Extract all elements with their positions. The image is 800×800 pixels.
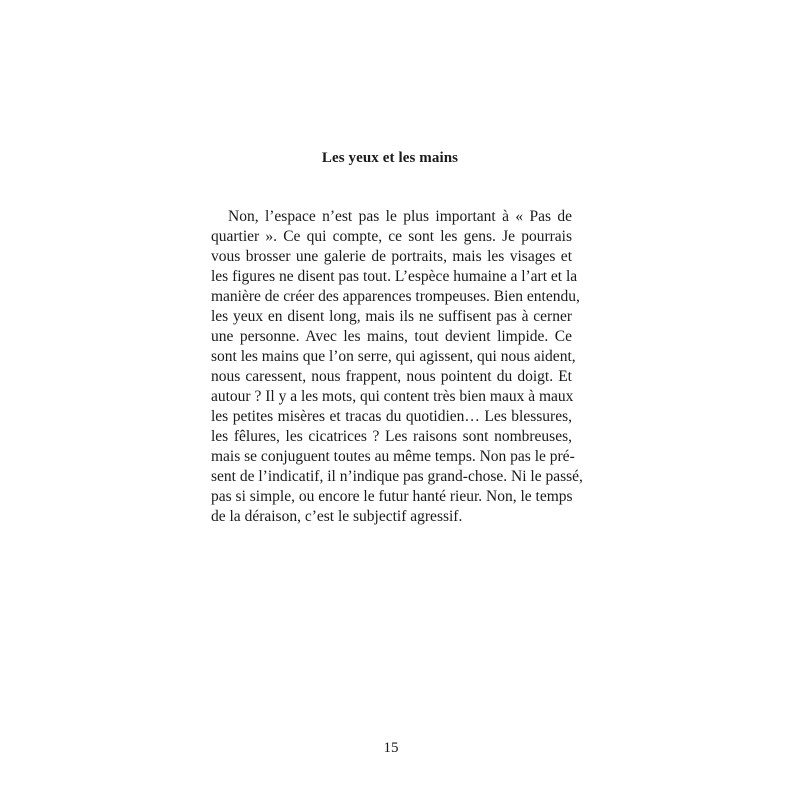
text-line: une personne. Avec les mains, tout devient limpide. Ce <box>211 328 572 345</box>
body-paragraph <box>211 207 583 527</box>
text-line: vous brosser une galerie de portraits, mais les visages et <box>211 248 572 265</box>
chapter-title: Les yeux et les mains <box>321 150 459 166</box>
text-line: pas si simple, ou encore le futur hanté rieur. Non, le temps <box>211 488 573 505</box>
text-line: quartier ». Ce qui compte, ce sont les gens. Je pourrais <box>211 228 572 245</box>
text-line: sont les mains que l’on serre, qui agissent, qui nous aident, <box>211 348 576 365</box>
text-line: mais se conjuguent toutes au même temps. Non pas le pré- <box>211 448 575 465</box>
text-line: de la déraison, c’est le subjectif agressif. <box>211 508 463 525</box>
text-line: manière de créer des apparences trompeuses. Bien entendu, <box>211 288 580 305</box>
text-line: autour ? Il y a les mots, qui content très bien maux à maux <box>211 388 574 405</box>
text-line: les petites misères et tracas du quotidien… Les blessures, <box>211 408 572 425</box>
text-line: les fêlures, les cicatrices ? Les raisons sont nombreuses, <box>211 428 572 445</box>
page-number: 15 <box>383 740 399 756</box>
text-line: nous caressent, nous frappent, nous pointent du doigt. Et <box>211 368 572 385</box>
text-line: Non, l’espace n’est pas le plus important à « Pas de <box>228 208 572 225</box>
text-line: sent de l’indicatif, il n’indique pas grand-chose. Ni le passé, <box>211 468 583 485</box>
text-line: les yeux en disent long, mais ils ne suffisent pas à cerner <box>211 308 572 325</box>
text-line: les figures ne disent pas tout. L’espèce humaine a l’art et la <box>211 268 578 285</box>
